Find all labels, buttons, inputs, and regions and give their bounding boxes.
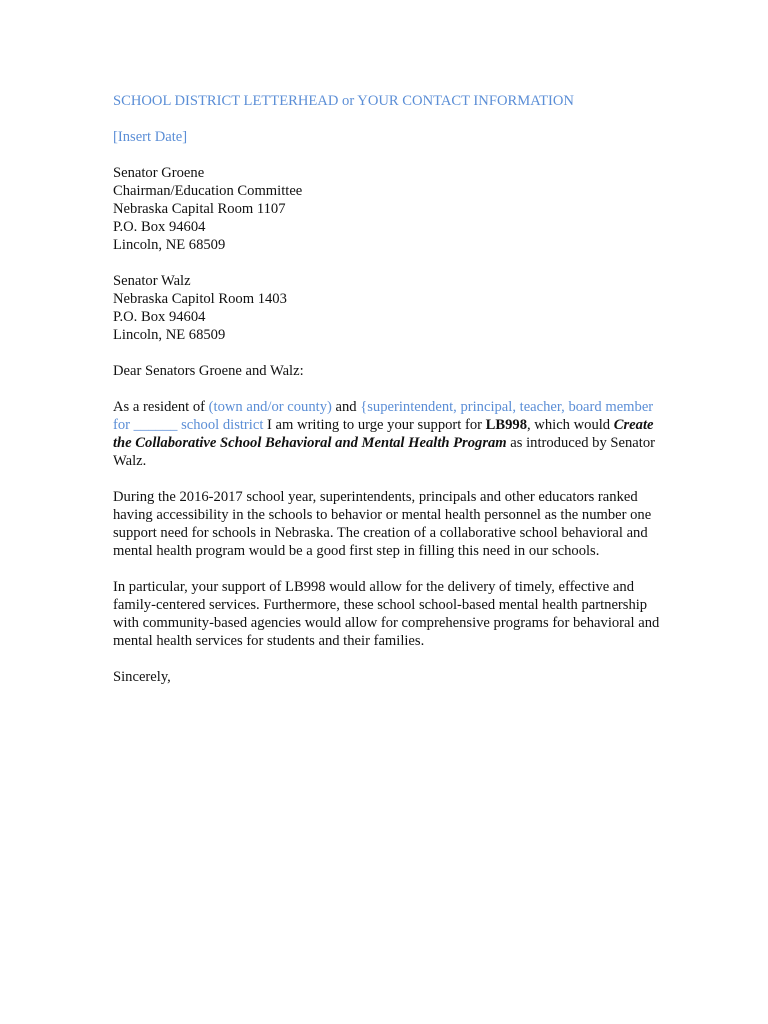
bill-number: LB998 [485,417,527,433]
closing: Sincerely, [113,669,171,685]
recipient-address-line: Nebraska Capital Room 1107 [113,201,286,217]
recipient-block-groene [113,164,661,254]
letterhead-placeholder: SCHOOL DISTRICT LETTERHEAD or YOUR CONTACT INFORMATION [113,93,574,109]
recipient-title: Chairman/Education Committee [113,183,303,199]
placeholder-town: (town and/or county) [208,399,332,415]
recipient-address-line: P.O. Box 94604 [113,309,206,325]
date-placeholder: [Insert Date] [113,129,188,145]
program-name: Create the Collaborative School Behavioral and Mental Health Program [113,417,654,451]
recipient-address-line: Lincoln, NE 68509 [113,237,226,253]
recipient-address-line: Nebraska Capitol Room 1403 [113,291,287,307]
recipient-address-line: P.O. Box 94604 [113,219,206,235]
letter-body [113,92,661,686]
paragraph-text: and [331,399,361,415]
paragraph-context: During the 2016-2017 school year, superintendents, principals and other educators ranked having accessibility in the schools to behavior or mental health personnel as the number one support need for schools in Nebraska. The creation of a collaborative school behavioral and mental health program would be a good first step in filling this need in our schools. [113,489,652,559]
paragraph-text: as introduced by Senator Walz. [113,435,655,469]
salutation: Dear Senators Groene and Walz: [113,363,304,379]
placeholder-role: {superintendent, principal, teacher, board member for ______ school district [113,399,654,433]
paragraph-text: As a resident of [113,399,209,415]
paragraph-text: I am writing to urge your support for [263,417,486,433]
recipient-block-walz [113,272,661,344]
recipient-address-line: Lincoln, NE 68509 [113,327,226,343]
paragraph-intro [113,398,661,470]
recipient-name: Senator Groene [113,165,205,181]
paragraph-request: In particular, your support of LB998 would allow for the delivery of timely, effective and family-centered services. Furthermore, these school school-based mental health partnership with community-based agencies would allow for comprehensive programs for behavioral and mental health services for students and their families. [113,579,660,649]
paragraph-text: , which would [527,417,614,433]
recipient-name: Senator Walz [113,273,191,289]
